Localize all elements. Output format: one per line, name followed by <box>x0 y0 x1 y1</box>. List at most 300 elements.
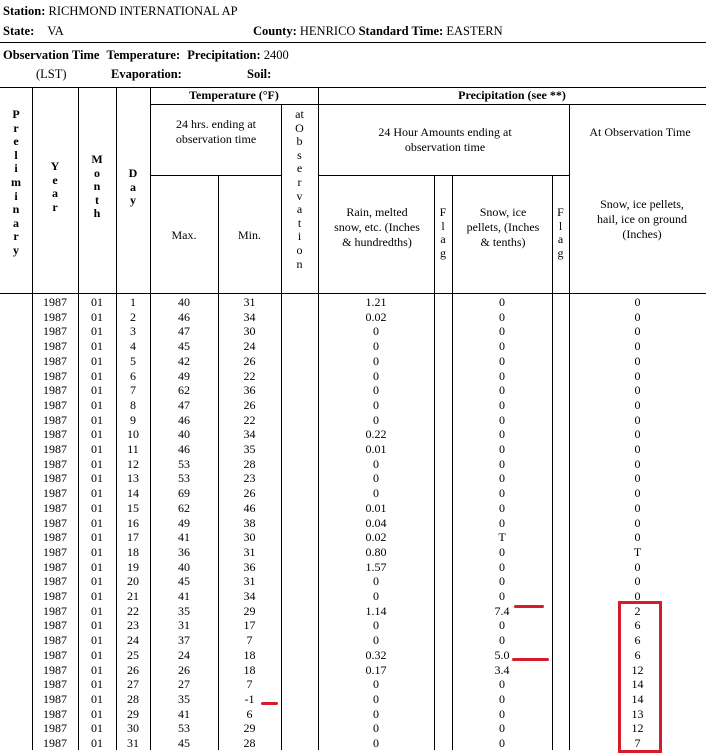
soil-label: Soil: <box>247 67 272 81</box>
cell-day: 8 <box>130 397 136 412</box>
cell-ground: 12 <box>631 662 644 677</box>
precipitation-value: 2400 <box>263 48 289 62</box>
cell-month: 01 <box>91 486 103 501</box>
cell-ground: 2 <box>634 603 641 618</box>
table-row <box>0 545 706 560</box>
cell-year: 1987 <box>43 471 67 486</box>
cell-rain: 0.80 <box>365 544 387 559</box>
cell-year: 1987 <box>43 397 67 412</box>
cell-max: 53 <box>178 721 190 736</box>
cell-year: 1987 <box>43 324 67 339</box>
cell-year: 1987 <box>43 368 67 383</box>
cell-rain: 0.17 <box>365 662 387 677</box>
cell-snow: 0 <box>499 486 505 501</box>
cell-day: 29 <box>127 706 139 721</box>
at-obs-time-header: At Observation Time <box>589 125 691 139</box>
table-row <box>0 663 706 678</box>
cell-year: 1987 <box>43 442 67 456</box>
max-header: Max. <box>171 228 197 242</box>
cell-snow: 0 <box>499 383 505 398</box>
cell-rain: 0.01 <box>365 442 387 456</box>
cell-snow: T <box>498 530 506 545</box>
cell-max: 41 <box>178 589 190 603</box>
table-row <box>0 560 706 575</box>
cell-day: 11 <box>127 442 139 456</box>
cell-year: 1987 <box>43 383 67 398</box>
cell-min: 18 <box>243 647 256 662</box>
cell-ground: 0 <box>634 427 641 442</box>
cell-min: -1 <box>244 691 255 706</box>
cell-rain: 0 <box>373 471 379 486</box>
cell-min: 7 <box>246 677 253 692</box>
cell-ground: 0 <box>634 574 641 589</box>
flag-header-2: F l a g <box>557 205 564 260</box>
cell-max: 49 <box>178 515 190 530</box>
snow-ground-header: Snow, ice pellets, hail, ice on ground (Inches) <box>597 197 687 241</box>
table-row <box>0 486 706 501</box>
cell-month: 01 <box>91 324 103 339</box>
cell-day: 17 <box>127 530 139 545</box>
annotation-underline-snow-25 <box>512 658 549 661</box>
at-observation-header <box>281 108 318 271</box>
cell-rain: 0 <box>373 339 379 354</box>
cell-year: 1987 <box>43 603 67 618</box>
cell-snow: 0 <box>499 736 505 750</box>
cell-snow: 0 <box>499 706 505 721</box>
cell-max: 53 <box>178 456 190 471</box>
cell-ground: T <box>633 544 642 559</box>
cell-max: 46 <box>178 442 190 456</box>
obs-time-line <box>3 48 289 63</box>
cell-ground: 0 <box>634 456 641 471</box>
annotation-underline-snow-22 <box>514 605 544 608</box>
cell-year: 1987 <box>43 353 67 368</box>
cell-month: 01 <box>91 383 103 398</box>
cell-day: 16 <box>127 515 139 530</box>
cell-ground: 0 <box>634 309 641 324</box>
cell-month: 01 <box>91 603 103 618</box>
cell-month: 01 <box>91 295 103 309</box>
table-row <box>0 471 706 486</box>
cell-min: 35 <box>243 442 256 456</box>
cell-year: 1987 <box>43 589 67 603</box>
cell-year: 1987 <box>43 500 67 515</box>
cell-max: 46 <box>178 309 190 324</box>
cell-rain: 0 <box>373 736 379 750</box>
cell-ground: 0 <box>634 442 641 456</box>
state-value: VA <box>47 24 64 38</box>
cell-rain: 1.14 <box>365 603 387 618</box>
cell-day: 30 <box>127 721 139 736</box>
cell-min: 22 <box>243 412 256 427</box>
table-row <box>0 369 706 384</box>
cell-max: 62 <box>178 500 190 515</box>
table-row <box>0 310 706 325</box>
cell-ground: 0 <box>634 353 641 368</box>
cell-month: 01 <box>91 677 103 692</box>
cell-min: 34 <box>243 427 256 442</box>
cell-day: 1 <box>130 295 136 309</box>
cell-min: 29 <box>243 721 256 736</box>
cell-min: 26 <box>243 397 256 412</box>
cell-min: 30 <box>243 530 256 545</box>
cell-max: 42 <box>178 353 190 368</box>
cell-year: 1987 <box>43 530 67 545</box>
table-row <box>0 354 706 369</box>
cell-year: 1987 <box>43 309 67 324</box>
cell-day: 24 <box>127 633 139 648</box>
cell-day: 15 <box>127 500 139 515</box>
cell-ground: 0 <box>634 515 641 530</box>
cell-snow: 0 <box>499 339 505 354</box>
cell-max: 45 <box>178 736 190 750</box>
cell-snow: 0 <box>499 397 505 412</box>
cell-ground: 0 <box>634 559 641 574</box>
cell-snow: 5.0 <box>494 647 510 662</box>
cell-year: 1987 <box>43 721 67 736</box>
cell-month: 01 <box>91 442 103 456</box>
county-label: County: <box>253 24 297 38</box>
annotation-box-snow-depth <box>618 601 662 753</box>
cell-rain: 0 <box>373 412 379 427</box>
cell-ground: 6 <box>634 618 641 633</box>
cell-snow: 0 <box>499 500 505 515</box>
table-row <box>0 398 706 413</box>
cell-day: 5 <box>130 353 136 368</box>
table-row <box>0 618 706 633</box>
table-row <box>0 677 706 692</box>
cell-year: 1987 <box>43 662 67 677</box>
cell-rain: 0 <box>373 721 379 736</box>
cell-day: 14 <box>127 486 139 501</box>
cell-ground: 0 <box>634 530 641 545</box>
at-observation-vertical: O b s e r v a t i o n <box>295 120 304 271</box>
cell-month: 01 <box>91 309 103 324</box>
cell-max: 45 <box>178 339 190 354</box>
cell-snow: 0 <box>499 691 505 706</box>
cell-day: 19 <box>127 559 139 574</box>
cell-day: 27 <box>127 677 139 692</box>
cell-max: 36 <box>178 544 190 559</box>
cell-min: 31 <box>243 295 256 309</box>
cell-min: 36 <box>243 559 256 574</box>
cell-snow: 0 <box>499 456 505 471</box>
cell-rain: 1.21 <box>365 295 387 309</box>
cell-max: 35 <box>178 603 190 618</box>
cell-month: 01 <box>91 691 103 706</box>
cell-max: 40 <box>178 559 190 574</box>
cell-max: 62 <box>178 383 190 398</box>
cell-year: 1987 <box>43 515 67 530</box>
cell-month: 01 <box>91 633 103 648</box>
col-month: M o n t h <box>91 152 103 221</box>
cell-snow: 0 <box>499 295 505 309</box>
table-row <box>0 457 706 472</box>
cell-year: 1987 <box>43 574 67 589</box>
cell-snow: 0 <box>499 427 505 442</box>
table-row <box>0 736 706 751</box>
cell-year: 1987 <box>43 427 67 442</box>
cell-min: 30 <box>243 324 256 339</box>
cell-snow: 0 <box>499 589 505 603</box>
cell-rain: 0 <box>373 368 379 383</box>
at-observation-top: at <box>295 107 304 121</box>
cell-ground: 0 <box>634 471 641 486</box>
cell-ground: 0 <box>634 339 641 354</box>
cell-min: 38 <box>243 515 256 530</box>
cell-day: 6 <box>130 368 136 383</box>
cell-rain: 0 <box>373 706 379 721</box>
table-row <box>0 383 706 398</box>
cell-max: 46 <box>178 412 190 427</box>
header-divider <box>0 42 706 43</box>
cell-rain: 0 <box>373 324 379 339</box>
cell-year: 1987 <box>43 633 67 648</box>
cell-rain: 0 <box>373 383 379 398</box>
cell-day: 3 <box>130 324 136 339</box>
std-time-value: EASTERN <box>446 24 503 38</box>
evaporation-label: Evaporation: <box>111 67 182 81</box>
cell-month: 01 <box>91 574 103 589</box>
table-row <box>0 339 706 354</box>
cell-snow: 0 <box>499 559 505 574</box>
cell-min: 28 <box>243 456 256 471</box>
table-row <box>0 604 706 619</box>
cell-snow: 0 <box>499 368 505 383</box>
cell-min: 36 <box>243 383 256 398</box>
cell-ground: 0 <box>634 500 641 515</box>
cell-month: 01 <box>91 427 103 442</box>
snow-header: Snow, ice pellets, (Inches & tenths) <box>466 205 540 249</box>
cell-month: 01 <box>91 706 103 721</box>
table-row <box>0 427 706 442</box>
cell-ground: 6 <box>634 647 641 662</box>
cell-snow: 0 <box>499 412 505 427</box>
cell-min: 18 <box>243 662 256 677</box>
cell-ground: 13 <box>631 706 644 721</box>
table-row <box>0 295 706 310</box>
cell-min: 23 <box>243 471 256 486</box>
cell-month: 01 <box>91 339 103 354</box>
cell-month: 01 <box>91 721 103 736</box>
cell-year: 1987 <box>43 544 67 559</box>
table-row <box>0 413 706 428</box>
cell-max: 26 <box>178 662 190 677</box>
cell-snow: 0 <box>499 442 505 456</box>
cell-month: 01 <box>91 471 103 486</box>
cell-min: 31 <box>243 544 256 559</box>
cell-year: 1987 <box>43 618 67 633</box>
cell-snow: 0 <box>499 721 505 736</box>
cell-min: 17 <box>243 618 256 633</box>
precip-24hr-header: 24 Hour Amounts ending at observation time <box>378 125 512 154</box>
table-row <box>0 324 706 339</box>
cell-ground: 0 <box>634 324 641 339</box>
cell-max: 49 <box>178 368 190 383</box>
cell-max: 24 <box>178 647 190 662</box>
cell-day: 12 <box>127 456 139 471</box>
cell-snow: 3.4 <box>494 662 510 677</box>
cell-snow: 0 <box>499 471 505 486</box>
cell-ground: 14 <box>631 677 644 692</box>
cell-rain: 0 <box>373 677 379 692</box>
table-row <box>0 721 706 736</box>
cell-ground: 0 <box>634 589 641 603</box>
table-row <box>0 501 706 516</box>
cell-day: 28 <box>127 691 139 706</box>
table-row <box>0 530 706 545</box>
cell-ground: 0 <box>634 412 641 427</box>
cell-rain: 0.04 <box>365 515 387 530</box>
cell-month: 01 <box>91 618 103 633</box>
cell-snow: 0 <box>499 633 505 648</box>
cell-rain: 0 <box>373 353 379 368</box>
cell-year: 1987 <box>43 486 67 501</box>
cell-month: 01 <box>91 397 103 412</box>
cell-rain: 0.02 <box>365 530 387 545</box>
cell-max: 40 <box>178 295 190 309</box>
station-value: RICHMOND INTERNATIONAL AP <box>48 4 238 18</box>
cell-day: 23 <box>127 618 139 633</box>
annotation-underline-min-28 <box>261 702 278 705</box>
cell-month: 01 <box>91 662 103 677</box>
cell-min: 24 <box>243 339 256 354</box>
cell-rain: 1.57 <box>365 559 387 574</box>
cell-rain: 0 <box>373 618 379 633</box>
cell-year: 1987 <box>43 295 67 309</box>
table-row <box>0 574 706 589</box>
cell-max: 31 <box>178 618 190 633</box>
cell-month: 01 <box>91 647 103 662</box>
cell-month: 01 <box>91 589 103 603</box>
table-row <box>0 633 706 648</box>
cell-snow: 0 <box>499 574 505 589</box>
cell-snow: 0 <box>499 677 505 692</box>
cell-max: 35 <box>178 691 190 706</box>
cell-day: 10 <box>127 427 139 442</box>
cell-min: 28 <box>243 736 256 750</box>
temp-24hr-header: 24 hrs. ending at observation time <box>175 117 257 146</box>
cell-day: 7 <box>130 383 136 398</box>
cell-month: 01 <box>91 736 103 750</box>
lst-label: (LST) <box>36 67 67 81</box>
cell-day: 20 <box>127 574 139 589</box>
cell-day: 18 <box>127 544 139 559</box>
cell-day: 25 <box>127 647 139 662</box>
cell-day: 2 <box>130 309 136 324</box>
cell-year: 1987 <box>43 691 67 706</box>
cell-rain: 0 <box>373 397 379 412</box>
cell-day: 13 <box>127 471 139 486</box>
col-preliminary: P r e l i m i n a r y <box>11 107 21 257</box>
cell-ground: 0 <box>634 383 641 398</box>
rain-header: Rain, melted snow, etc. (Inches & hundredths) <box>334 205 420 249</box>
cell-month: 01 <box>91 530 103 545</box>
cell-day: 9 <box>130 412 136 427</box>
cell-rain: 0 <box>373 691 379 706</box>
flag-header-1: F l a g <box>439 205 447 260</box>
std-time-label: Standard Time: <box>358 24 444 38</box>
cell-max: 53 <box>178 471 190 486</box>
cell-rain: 0.02 <box>365 309 387 324</box>
cell-max: 41 <box>178 530 190 545</box>
cell-day: 4 <box>130 339 136 354</box>
cell-day: 26 <box>127 662 139 677</box>
cell-rain: 0.01 <box>365 500 387 515</box>
cell-max: 37 <box>178 633 190 648</box>
cell-ground: 0 <box>634 397 641 412</box>
table-row <box>0 692 706 707</box>
cell-month: 01 <box>91 500 103 515</box>
table-row <box>0 442 706 457</box>
cell-ground: 7 <box>634 736 641 750</box>
cell-max: 47 <box>178 324 190 339</box>
cell-year: 1987 <box>43 339 67 354</box>
cell-min: 6 <box>246 706 253 721</box>
cell-day: 31 <box>127 736 139 750</box>
cell-year: 1987 <box>43 736 67 750</box>
cell-ground: 0 <box>634 368 641 383</box>
cell-max: 45 <box>178 574 190 589</box>
temperature-group-header: Temperature (°F) <box>189 88 279 102</box>
cell-year: 1987 <box>43 677 67 692</box>
cell-ground: 6 <box>634 633 641 648</box>
cell-rain: 0 <box>373 633 379 648</box>
cell-snow: 0 <box>499 618 505 633</box>
cell-rain: 0 <box>373 456 379 471</box>
cell-min: 29 <box>243 603 256 618</box>
cell-year: 1987 <box>43 706 67 721</box>
cell-min: 7 <box>246 633 253 648</box>
cell-ground: 14 <box>631 691 644 706</box>
cell-ground: 0 <box>634 295 641 309</box>
col-year: Y e a r <box>50 159 60 214</box>
precipitation-label: Precipitation: <box>187 48 261 62</box>
cell-rain: 0.22 <box>365 427 387 442</box>
cell-day: 21 <box>127 589 139 603</box>
station-line <box>3 4 238 19</box>
cell-month: 01 <box>91 412 103 427</box>
station-label: Station: <box>3 4 46 18</box>
cell-ground: 0 <box>634 486 641 501</box>
cell-year: 1987 <box>43 456 67 471</box>
col-day: D a y <box>128 166 138 208</box>
state-label: State: <box>3 24 35 38</box>
table-row <box>0 516 706 531</box>
cell-min: 34 <box>243 309 256 324</box>
cell-min: 34 <box>243 589 256 603</box>
cell-min: 46 <box>243 500 256 515</box>
cell-snow: 0 <box>499 309 505 324</box>
cell-snow: 0 <box>499 353 505 368</box>
table-row <box>0 707 706 722</box>
cell-rain: 0 <box>373 574 379 589</box>
cell-year: 1987 <box>43 412 67 427</box>
cell-rain: 0 <box>373 589 379 603</box>
county-line <box>253 24 503 39</box>
cell-month: 01 <box>91 544 103 559</box>
temperature-label: Temperature: <box>106 48 181 62</box>
cell-min: 31 <box>243 574 256 589</box>
cell-snow: 0 <box>499 324 505 339</box>
cell-min: 26 <box>243 353 256 368</box>
cell-snow: 0 <box>499 515 505 530</box>
cell-max: 41 <box>178 706 190 721</box>
cell-min: 22 <box>243 368 256 383</box>
cell-month: 01 <box>91 368 103 383</box>
cell-month: 01 <box>91 559 103 574</box>
table-row <box>0 648 706 663</box>
